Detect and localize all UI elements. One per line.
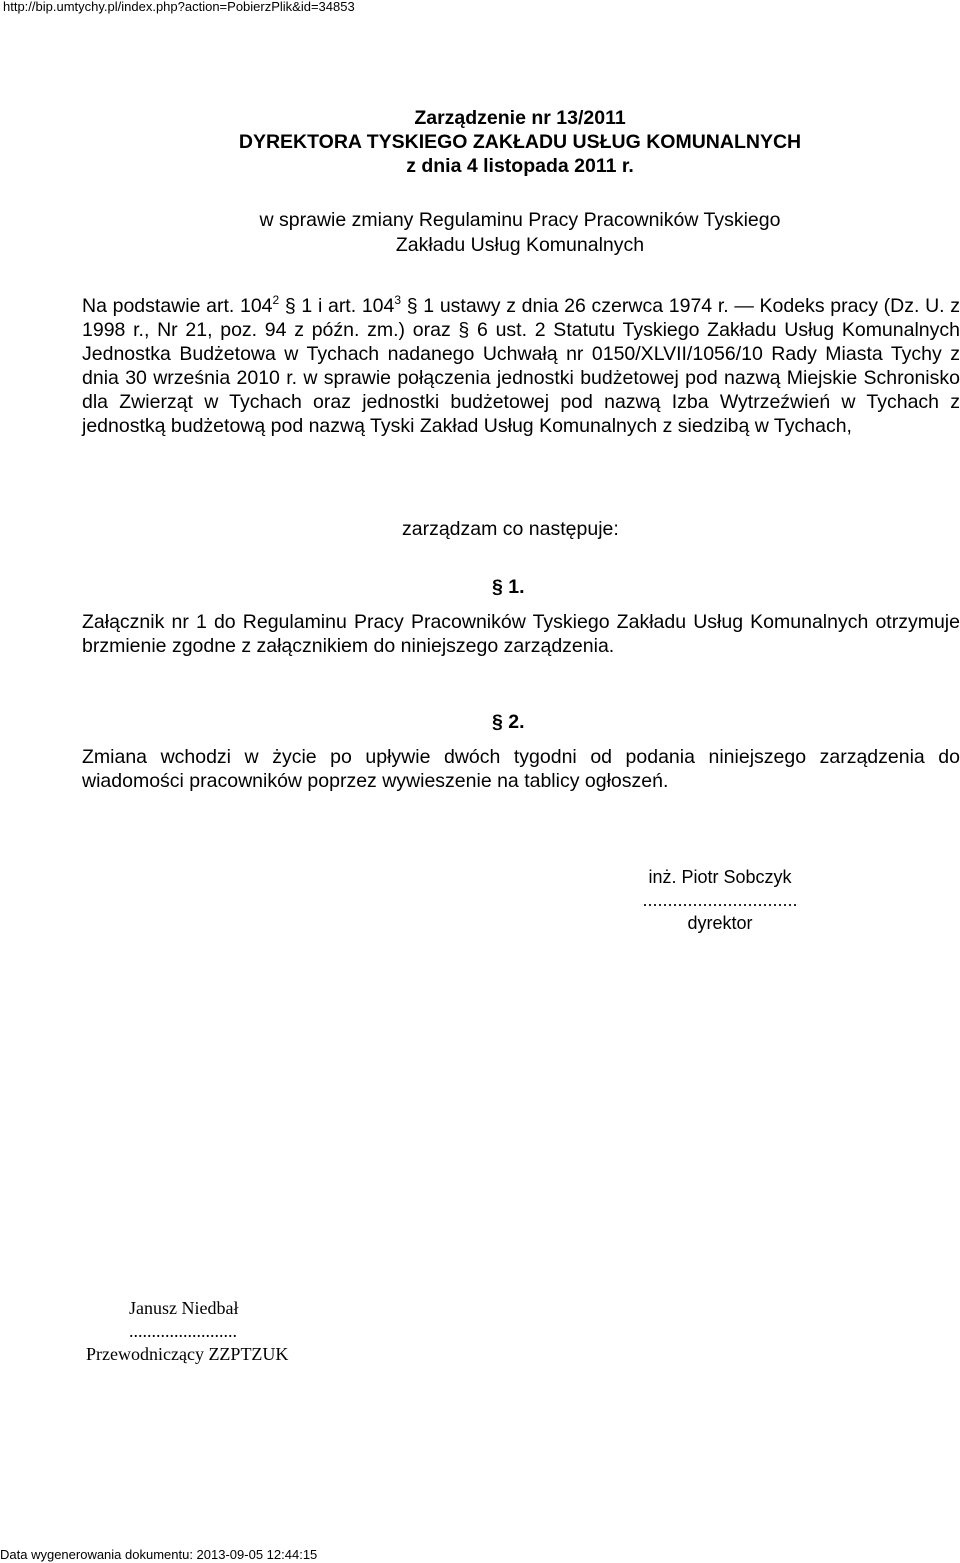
signature-dots: ........................ — [129, 1321, 237, 1341]
preamble-part-2: § 1 i art. 104 — [279, 295, 395, 317]
subject-line-1: w sprawie zmiany Regulaminu Pracy Pracowników Tyskiego — [259, 209, 781, 231]
issuer: DYREKTORA TYSKIEGO ZAKŁADU USŁUG KOMUNALNYCH — [238, 131, 802, 153]
subject-line-2: Zakładu Usług Komunalnych — [395, 234, 645, 256]
director-signature — [590, 866, 850, 935]
section-2-text: Zmiana wchodzi w życie po upływie dwóch tygodni od podania niniejszego zarządzenia do wiadomości pracowników poprzez wywieszenie na tablicy ogłoszeń. — [82, 746, 960, 792]
section-1-text: Załącznik nr 1 do Regulaminu Pracy Pracowników Tyskiego Zakładu Usług Komunalnych otrzymuje brzmienie zgodne z załącznikiem do niniejszego zarządzenia. — [82, 611, 960, 657]
document-subject — [0, 208, 960, 258]
signature-dots: ............................... — [642, 890, 798, 910]
source-url: http://bip.umtychy.pl/index.php?action=PobierzPlik&id=34853 — [3, 0, 355, 14]
document-header — [0, 106, 960, 178]
order-date: z dnia 4 listopada 2011 r. — [406, 155, 634, 177]
union-rep-name: Janusz Niedbał — [129, 1298, 239, 1318]
superscript-2: 2 — [272, 292, 280, 307]
superscript-3: 3 — [394, 292, 402, 307]
section-1-label: § 1. — [492, 576, 525, 598]
order-number: Zarządzenie nr 13/2011 — [414, 107, 626, 129]
union-signature — [86, 1297, 288, 1366]
director-title: dyrektor — [687, 913, 753, 933]
preamble-part-1: Na podstawie art. 104 — [82, 295, 273, 317]
preamble-part-3: § 1 ustawy z dnia 26 czerwca 1974 r. — Kodeks pracy (Dz. U. z 1998 r., Nr 21, poz. 94 z późn. zm.) oraz § 6 ust. 2 Statutu Tyskiego Zakładu Usług Komunalnych Jednostka Budżetowa w Tychach nadanego Uchwałą nr 0150/XLVII/1056/10 Rady Miasta Tychy z dnia 30 września 2010 r. w sprawie połączenia jednostki budżetowej pod nazwą Miejskie Schronisko dla Zwierząt w Tychach oraz jednostki budżetowej pod nazwą Izba Wytrzeźwień w Tychach z jednostką budżetową pod nazwą Tyski Zakład Usług Komunalnych z siedzibą w Tychach, — [82, 295, 960, 437]
preamble — [82, 294, 960, 438]
section-2-label: § 2. — [492, 711, 525, 733]
union-rep-title: Przewodniczący ZZPTZUK — [86, 1344, 289, 1364]
director-name: inż. Piotr Sobczyk — [648, 867, 792, 887]
decree-statement: zarządzam co następuje: — [402, 518, 619, 540]
generation-date: Data wygenerowania dokumentu: 2013-09-05 12:44:15 — [0, 1547, 318, 1562]
